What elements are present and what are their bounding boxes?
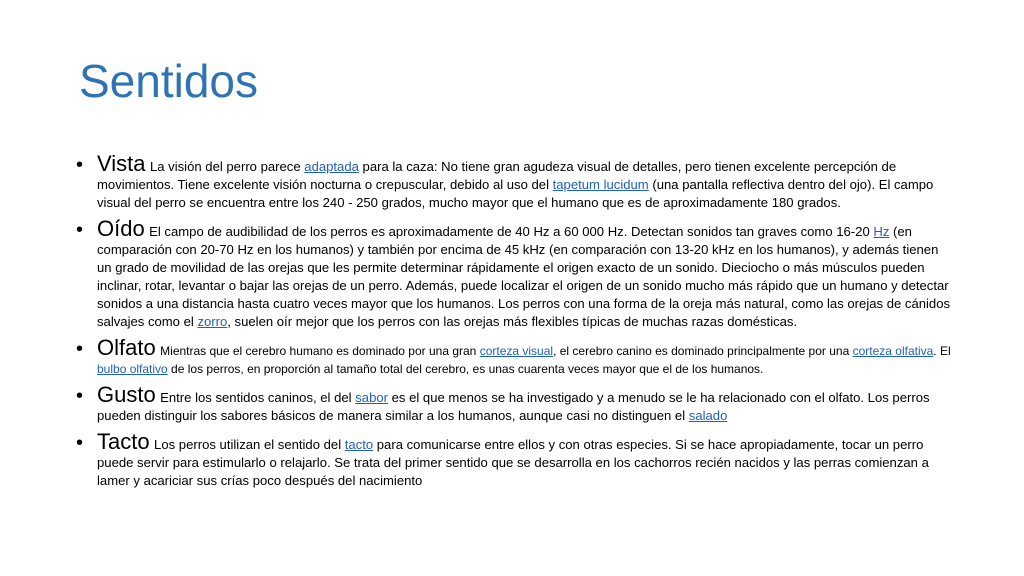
senses-list [76, 151, 956, 498]
hyperlink[interactable]: Hz [873, 224, 890, 239]
text-run: El campo de audibilidad de los perros es aproximadamente de 40 Hz a 60 000 Hz. Detectan sonidos tan graves como 16-20 [149, 224, 874, 239]
bullet: • [76, 338, 84, 360]
sense-description [97, 159, 933, 210]
bullet: • [76, 385, 84, 407]
hyperlink[interactable]: corteza olfativa [852, 344, 934, 358]
text-run: de los perros, en proporción al tamaño total del cerebro, es unas cuarenta veces mayor que el de los humanos. [167, 362, 764, 376]
hyperlink[interactable]: sabor [355, 390, 388, 405]
hyperlink[interactable]: adaptada [304, 159, 359, 174]
text-run: (en comparación con 20-70 Hz en los humanos) y también por encima de 45 kHz (en comparación con 13-20 kHz en los humanos), y además tienen un grado de movilidad de las orejas que les permite determinar rápidamente el origen exacto de un sonido. Dieciocho o más músculos pueden inclinar, rotar, levantar o bajar las orejas de un perro. Además, puede localizar el origen de un sonido mucho más rápido que un humano y detectar sonidos a una distancia hasta cuatro veces mayor que los humanos. Los perros con una forma de la oreja más natural, como las orejas de cánidos salvajes como el [97, 224, 951, 329]
text-run: . El [933, 344, 951, 358]
sense-heading: Olfato [97, 335, 156, 360]
sense-description [97, 390, 930, 423]
list-item-oido [76, 216, 956, 331]
text-run: (una pantalla reflectiva dentro del ojo). El campo visual del perro se encuentra entre los 240 - 250 grados, mucho mayor que el humano que es de aproximadamente 180 grados. [97, 177, 934, 210]
sense-description [97, 344, 951, 376]
text-run: , el cerebro canino es dominado principalmente por una [553, 344, 853, 358]
slide-title: Sentidos [79, 55, 259, 107]
sense-heading: Vista [97, 151, 146, 176]
list-item-tacto [76, 429, 956, 490]
text-run: Entre los sentidos caninos, el del [160, 390, 356, 405]
hyperlink[interactable]: bulbo olfativo [97, 362, 168, 376]
text-run: Los perros utilizan el sentido del [154, 437, 345, 452]
text-run: para comunicarse entre ellos y con otras especies. Si se hace apropiadamente, tocar un perro puede servir para estimularlo o relajarlo. Se trata del primer sentido que se desarrolla en los cachorros recién nacidos y las perras comienzan a lamer y acariciar sus crías poco después del nacimiento [97, 437, 929, 488]
sense-heading: Tacto [97, 429, 150, 454]
list-item-olfato [76, 335, 956, 378]
text-run: , suelen oír mejor que los perros con las orejas más flexibles típicas de muchas razas domésticas. [227, 314, 798, 329]
sense-heading: Gusto [97, 382, 156, 407]
bullet: • [76, 154, 84, 176]
bullet: • [76, 219, 84, 241]
hyperlink[interactable]: salado [688, 408, 728, 423]
text-run: Mientras que el cerebro humano es dominado por una gran [160, 344, 480, 358]
sense-heading: Oído [97, 216, 145, 241]
hyperlink[interactable]: zorro [197, 314, 228, 329]
text-run: La visión del perro parece [149, 159, 305, 174]
sense-description [97, 437, 929, 488]
sense-description [97, 224, 950, 329]
hyperlink[interactable]: tacto [344, 437, 374, 452]
hyperlink[interactable]: corteza visual [479, 344, 554, 358]
text-run: para la caza: No tiene gran agudeza visual de detalles, pero tienen excelente percepción de movimientos. Tiene excelente visión nocturna o crepuscular, debido al uso del [97, 159, 897, 192]
list-item-vista [76, 151, 956, 212]
text-run: es el que menos se ha investigado y a menudo se le ha relacionado con el olfato. Los perros pueden distinguir los sabores básicos de manera similar a los humanos, aunque casi no distinguen el [97, 390, 930, 423]
hyperlink[interactable]: tapetum lucidum [552, 177, 649, 192]
bullet: • [76, 432, 84, 454]
list-item-gusto [76, 382, 956, 425]
